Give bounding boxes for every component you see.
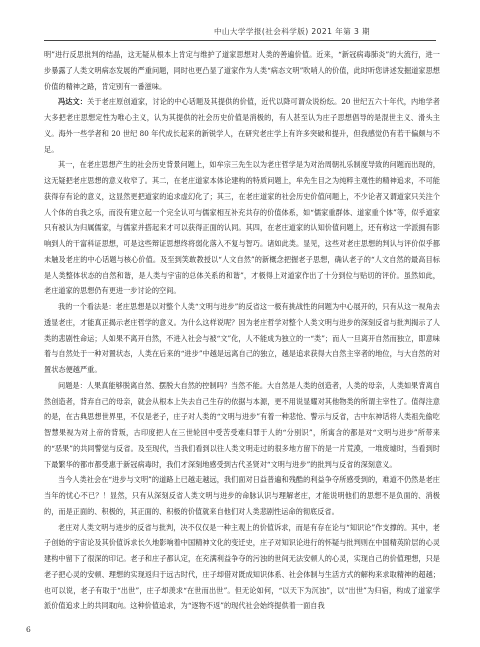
running-header (44, 26, 436, 40)
header-rule (44, 40, 436, 41)
paragraph-text: 问题是：人果真能够脱离自然、摆脱大自然的控制吗？当然不能。大自然是人类的创造者，人类的母亲，人类如果背离自然创造者，背弃自己的母亲，就会从根本上失去自己生存的依据与本源，更不用说显耀对其他物类的所谓主宰性了。值得注意的是，在古典思想世界里，不仅是老子，庄子对人类的“文明与进步”有着一种悲怆、警示与反省，古中东神话将人类祖先偷吃智慧果视为对上帝的背叛，古印度把人在三世轮回中受苦受难归罪于人的“分别识”，所寓含的都是对“文明与进步”所带来的“恶果”的共同警觉与反省。及至现代，当我们看到以往人类文明走过的很多地方留下的是一片荒漠，一堆废墟时，当看到时下最繁华的都市都受惠于新冠病毒时，我们才深刻地感受到古代圣贤对“文明与进步”的批判与反省的深刻意义。 (44, 380, 440, 469)
paragraph (44, 378, 440, 473)
speaker-name: 冯达文： (58, 97, 88, 107)
paragraph-text: 明”进行反思批判的结晶，这无疑从根本上肯定与维护了道家思想对人类的善遍价值。近来，“新冠病毒肺炎”的大流行，进一步暴露了人类文明病态发展的严重问题，同时也更凸显了道家作为人类“病态文明”吹哨人的价值，此时听您讲述发掘道家思想价值的精神之路，肯定别有一番滋味。 (44, 50, 440, 91)
paragraph (44, 47, 440, 94)
article-body (44, 47, 440, 627)
paragraph (44, 157, 440, 299)
paragraph-text: 当今人类社会在“进步与文明”的道路上已越走越远，我们面对日益普遍和残酷的利益争夺所感受到的，难道不仍然是老庄当年的忧心不已？！显然，只有从深刻反省人类文明与进步的命脉认识与理解老庄，才能说明他们的思想不是负面的、消极的，而是正面的、积极的，其正面的、积极的价值就来自他们对人类悲剧性运命的彻底反省。 (44, 475, 440, 516)
paragraph (44, 520, 440, 615)
journal-title-issue: 中山大学学报(社会科学版) 2021 年第 3 期 (213, 27, 370, 36)
paragraph-text: 老庄对人类文明与进步的反省与批判，决不仅仅是一种主观上的价值诉求，而是有存在论与“知识论”作支撑的。其中，老子创始的宇宙论及其价值诉求长久地影响着中国精神文化的变迁史，庄子对知识论进行的怀疑与批判则在中国精英阶层的心灵建构中留下了很深的印记。老子和庄子都认定，在充满利益争夺的污浊的世间无法安顿人的心灵，实现自己的价值理想，只是老子把心灵的安顿、理想的实现返归于远古时代，庄子却借对既成知识体系、社会体制与生活方式的解构来求取精神的超越；也可以说，老子有取于“出世”，庄子却羡求“在世而出世”。但无论如何，“以天下为沉浊”，以“出世”为归宿，构成了道家学派价值追求上的共同取向。这种价值追求，为“逐物不返”的现代社会始终提供着一面自我 (44, 522, 440, 611)
paragraph (44, 299, 440, 378)
page-number: 6 (26, 625, 31, 634)
paragraph (44, 94, 440, 157)
paragraph-text: 我的一个看法是：老庄思想是以对整个人类“文明与进步”的反省这一极有挑战性的问题为中心展开的，只有从这一视角去透显老庄，才能真正揭示老庄哲学的意义。为什么这样说呢？因为老庄哲学对整个人类文明与进步的深刻反省与批判揭示了人类的悲剧性命运；人如果不离开自然，不进入社会与被“文”化，人不能成为独立的一“类”；而人一旦离开自然而独立，即意味着与自然处于一种对置状态，人类在后来的“进步”中越是远离自己的独立，越是追求获得大自然主宰者的地位，与大自然的对置状态便越严重。 (44, 302, 440, 374)
paragraph-text: 关于老庄原创道家，讨论的中心话题及其提供的价值，近代以降可谓众说纷纭。20 世纪五六十年代，内地学者大多把老庄思想定性为唯心主义，认为其提供的社会历史价值是消极的，有人甚至认为庄子思想倡导的是混世主义、滑头主义。海外一些学者和 20 世纪 80 年代成长起来的新锐学人，在研究老庄学上有许多突破和提升，但我感觉仍有若干偏颇与不足。 (44, 97, 440, 154)
paragraph (44, 472, 440, 519)
paragraph-text: 其一，在老庄思想产生的社会历史背景问题上，如牟宗三先生以为老庄哲学是为对治周朝礼乐制度导致的问题而出现的，这无疑把老庄思想的意义收窄了。其二，在老庄道家本体论建构的特质问题上，牟先生目之为纯粹主观性的精神追求，不可能获得存有论的意义，这显然更把道家的追求虚幻化了；其三，在老庄道家的社会历史价值问题上，不少论者又谓道家只关注个人个体的自我之乐，而没有建立起一个完全认可与儒家相互补充共存的价值体系，如“儒家重群体、道家重个体”等，似乎道家只有被认为归属儒家，与儒家并搭起来才可以获得正面的认同。其四，在老庄道家的认知价值问题上，还有称这一学派拥有影响到人的干富科证思想，可是这些辩证思想终将弱化落入不复与智巧。诸如此类。显见，这些对老庄思想的判认与评价似乎都未触及老庄的中心话题与核心价值。及至到笑敢教授以“人文自然”的新概念把握老子思想，确认老子的“人文自然的最高目标是人类整体状态的自然和谐，是人类与宇宙的总体关系的和谐”，才极得上对道家作出了十分到位与贴切的评价。虽然如此，老庄道家的思想仍有更进一步讨论的空间。 (44, 160, 440, 296)
